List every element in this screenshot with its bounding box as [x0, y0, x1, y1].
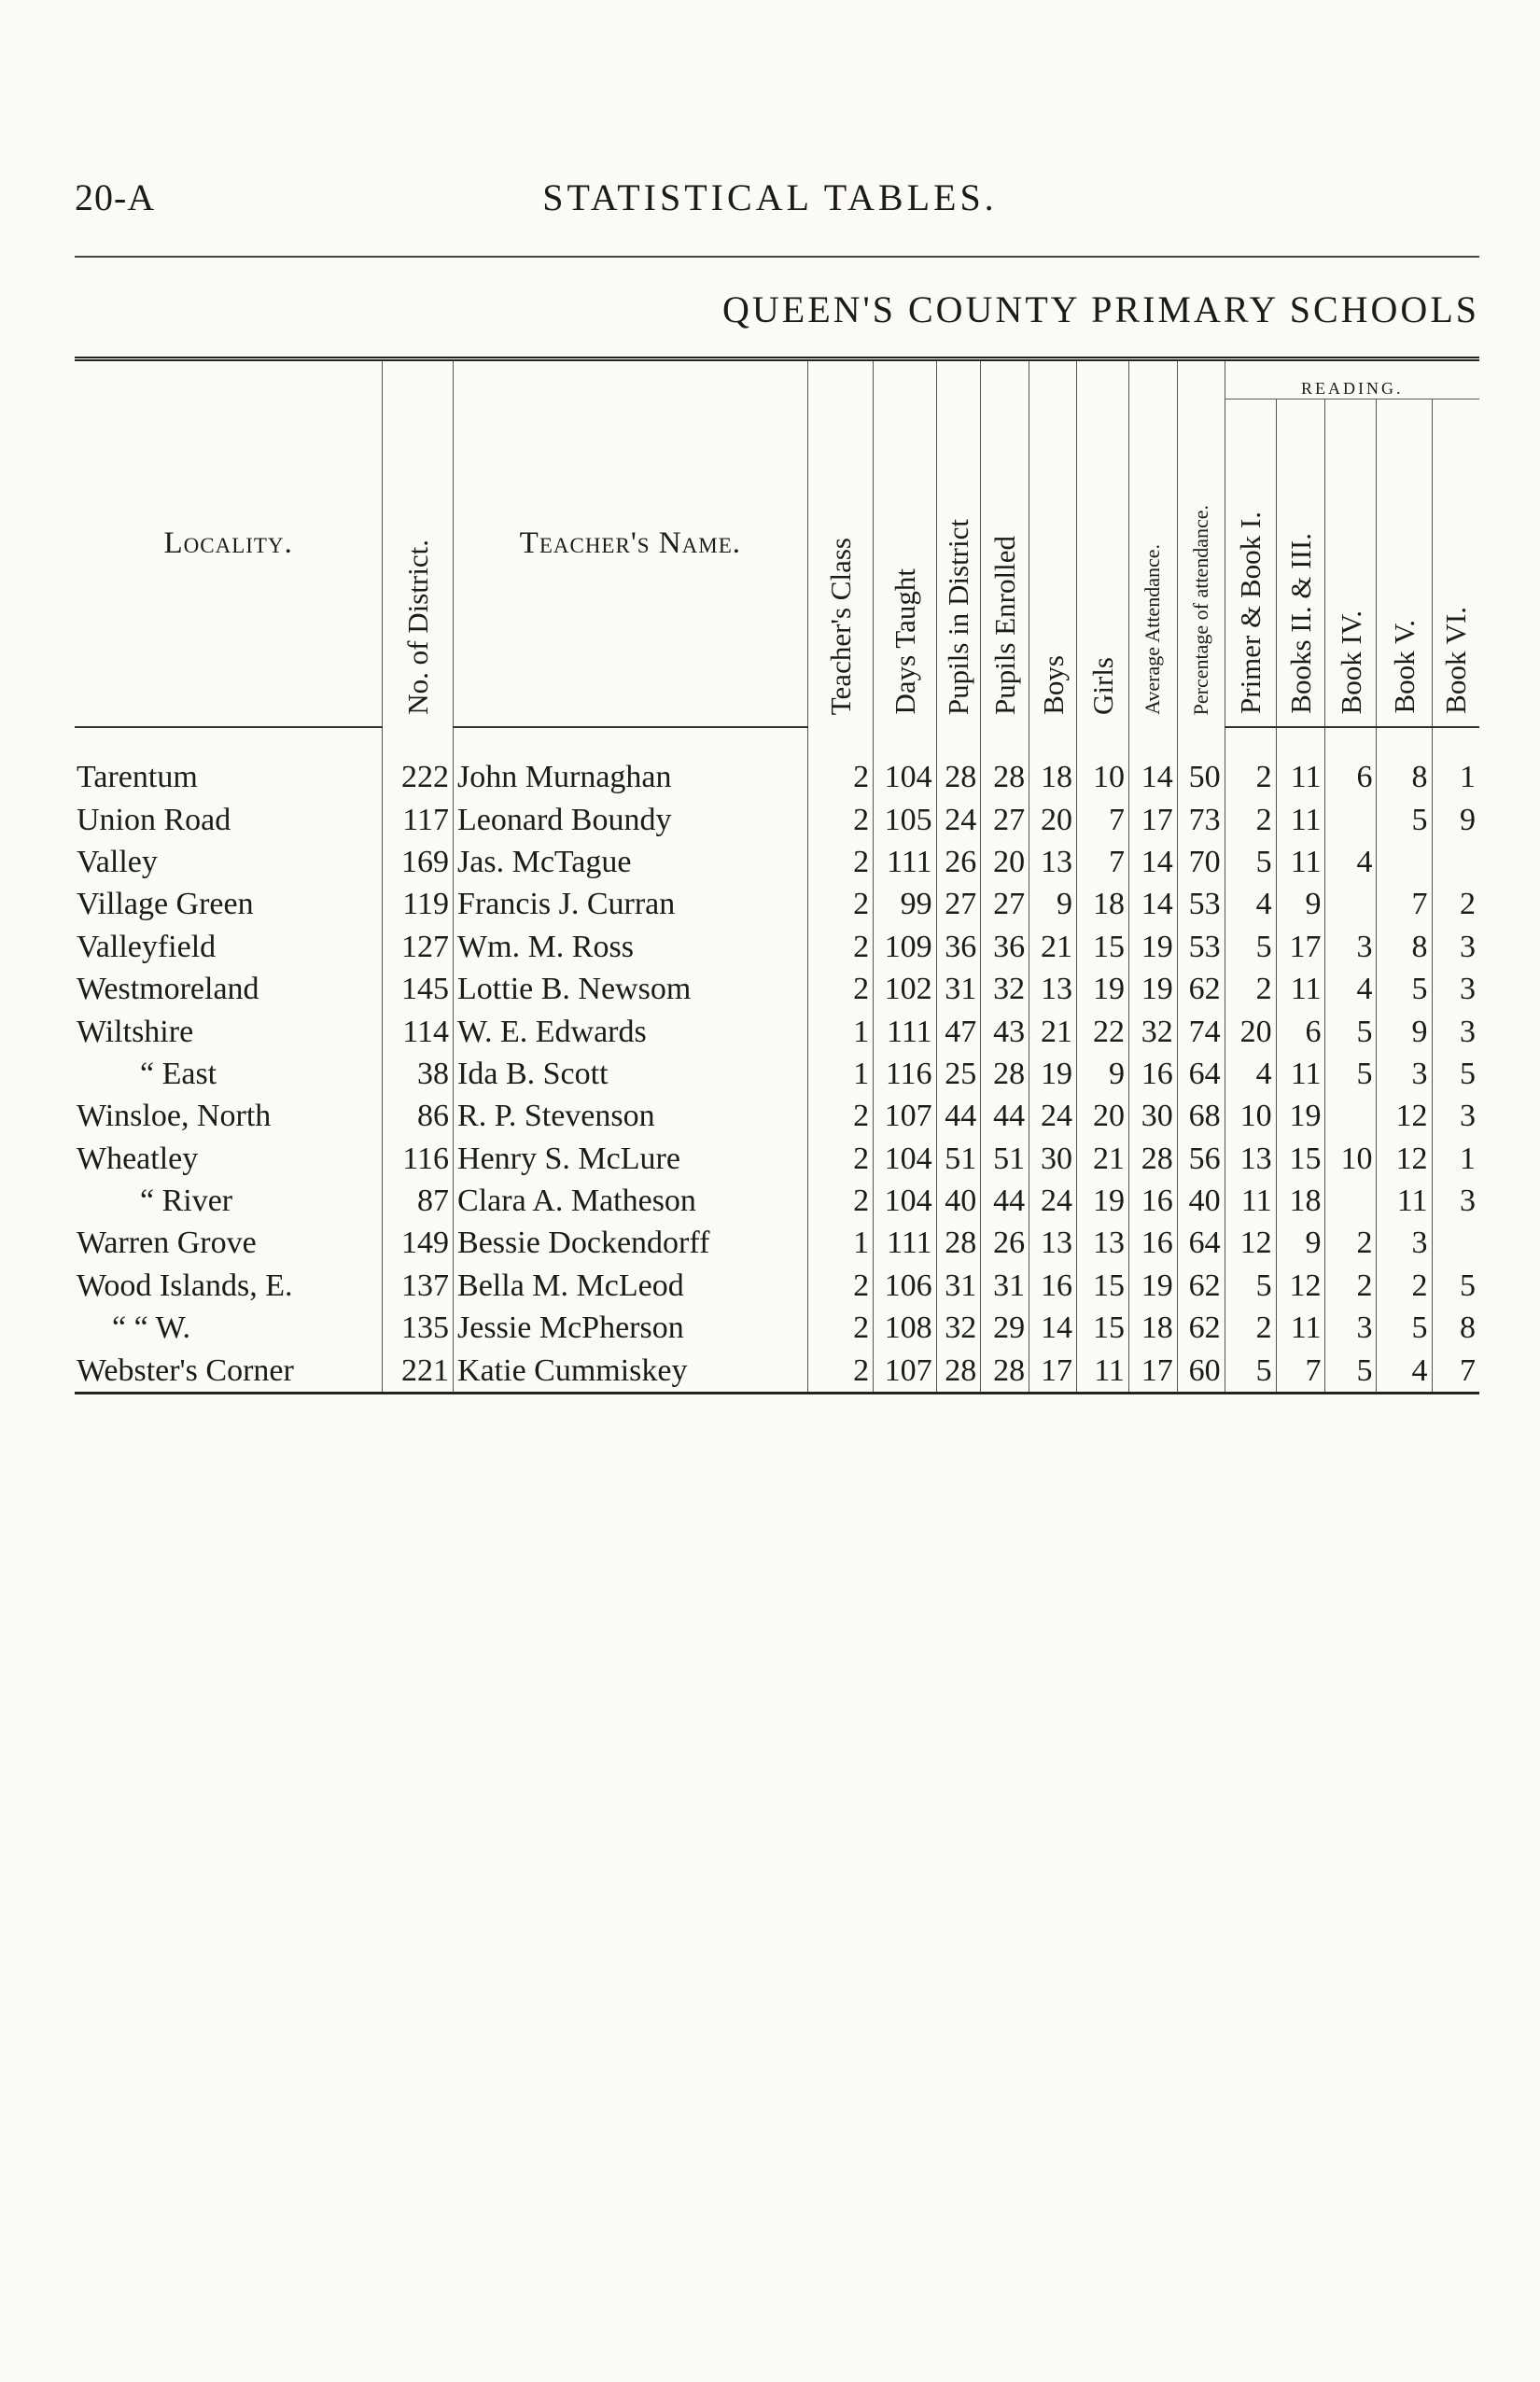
district-cell: 135 [383, 1307, 454, 1349]
table-row [75, 1265, 1479, 1307]
district-cell: 114 [383, 1010, 454, 1052]
book-vi-cell: 3 [1432, 1095, 1479, 1137]
teachers-class-cell: 1 [807, 1222, 874, 1264]
teacher-cell: Wm. M. Ross [454, 926, 808, 968]
header-girls: Girls [1076, 359, 1128, 728]
teacher-cell: John Murnaghan [454, 727, 808, 798]
table-row [75, 1349, 1479, 1393]
table-row [75, 1307, 1479, 1349]
book-v-cell [1377, 841, 1432, 883]
locality-cell: Tarentum [77, 760, 198, 795]
book-iv-cell [1325, 1095, 1377, 1137]
book-vi-cell [1432, 1222, 1479, 1264]
pupils-in-district-cell: 28 [936, 1222, 981, 1264]
boys-cell: 21 [1029, 926, 1077, 968]
primer-book-i-cell: 5 [1225, 841, 1276, 883]
percentage-attendance-cell: 64 [1177, 1053, 1225, 1095]
table-row [75, 1095, 1479, 1137]
average-attendance-cell: 30 [1128, 1095, 1177, 1137]
table-row [75, 1010, 1479, 1052]
teacher-cell: Bessie Dockendorff [454, 1222, 808, 1264]
average-attendance-cell: 14 [1128, 841, 1177, 883]
statistics-table [75, 357, 1479, 1394]
boys-cell: 13 [1029, 1222, 1077, 1264]
header-percentage-attendance: Percentage of attendance. [1177, 359, 1225, 728]
locality-cell: Village Green [77, 887, 254, 922]
header-book-vi: Book VI. [1432, 399, 1479, 728]
pupils-enrolled-cell: 31 [981, 1265, 1029, 1307]
primer-book-i-cell: 5 [1225, 1349, 1276, 1393]
book-iv-cell: 5 [1325, 1053, 1377, 1095]
book-v-cell: 9 [1377, 1010, 1432, 1052]
teacher-cell: Clara A. Matheson [454, 1180, 808, 1222]
girls-cell: 7 [1076, 841, 1128, 883]
primer-book-i-cell: 2 [1225, 727, 1276, 798]
average-attendance-cell: 16 [1128, 1222, 1177, 1264]
boys-cell: 24 [1029, 1095, 1077, 1137]
girls-cell: 20 [1076, 1095, 1128, 1137]
pupils-enrolled-cell: 44 [981, 1180, 1029, 1222]
books-ii-iii-cell: 11 [1276, 798, 1325, 840]
average-attendance-cell: 17 [1128, 798, 1177, 840]
boys-cell: 13 [1029, 968, 1077, 1010]
percentage-attendance-cell: 62 [1177, 1307, 1225, 1349]
district-cell: 222 [383, 727, 454, 798]
book-v-cell: 12 [1377, 1095, 1432, 1137]
book-iv-cell [1325, 798, 1377, 840]
locality-cell: Westmoreland [77, 972, 259, 1007]
locality-cell: Valley [77, 844, 158, 879]
locality-cell: Wood Islands, E. [77, 1268, 293, 1303]
table-row [75, 1053, 1479, 1095]
book-vi-cell: 1 [1432, 727, 1479, 798]
teacher-cell: W. E. Edwards [454, 1010, 808, 1052]
teachers-class-cell: 2 [807, 1180, 874, 1222]
page-number: 20-A [75, 176, 156, 218]
running-title: STATISTICAL TABLES. [542, 176, 998, 218]
boys-cell: 30 [1029, 1138, 1077, 1180]
pupils-in-district-cell: 36 [936, 926, 981, 968]
header-pupils-in-district: Pupils in District [936, 359, 981, 728]
primer-book-i-cell: 2 [1225, 1307, 1276, 1349]
header-pupils-enrolled: Pupils Enrolled [981, 359, 1029, 728]
locality-cell: Warren Grove [77, 1226, 257, 1261]
average-attendance-cell: 14 [1128, 727, 1177, 798]
header-boys: Boys [1029, 359, 1077, 728]
books-ii-iii-cell: 11 [1276, 841, 1325, 883]
boys-cell: 14 [1029, 1307, 1077, 1349]
pupils-enrolled-cell: 28 [981, 1349, 1029, 1393]
teacher-cell: Bella M. McLeod [454, 1265, 808, 1307]
teacher-cell: Katie Cummiskey [454, 1349, 808, 1393]
district-cell: 117 [383, 798, 454, 840]
table-body [75, 727, 1479, 1393]
teachers-class-cell: 2 [807, 727, 874, 798]
teachers-class-cell: 1 [807, 1053, 874, 1095]
average-attendance-cell: 16 [1128, 1180, 1177, 1222]
days-taught-cell: 104 [874, 727, 936, 798]
boys-cell: 9 [1029, 883, 1077, 925]
percentage-attendance-cell: 62 [1177, 968, 1225, 1010]
boys-cell: 17 [1029, 1349, 1077, 1393]
teacher-cell: Ida B. Scott [454, 1053, 808, 1095]
percentage-attendance-cell: 53 [1177, 883, 1225, 925]
book-iv-cell: 4 [1325, 968, 1377, 1010]
book-v-cell: 11 [1377, 1180, 1432, 1222]
book-iv-cell [1325, 883, 1377, 925]
locality-cell: Webster's Corner [75, 1349, 383, 1393]
pupils-enrolled-cell: 51 [981, 1138, 1029, 1180]
pupils-enrolled-cell: 29 [981, 1307, 1029, 1349]
books-ii-iii-cell: 11 [1276, 727, 1325, 798]
district-cell: 221 [383, 1349, 454, 1393]
table-row [75, 968, 1479, 1010]
percentage-attendance-cell: 53 [1177, 926, 1225, 968]
girls-cell: 19 [1076, 968, 1128, 1010]
header-book-v: Book V. [1377, 399, 1432, 728]
average-attendance-cell: 14 [1128, 883, 1177, 925]
pupils-enrolled-cell: 28 [981, 1053, 1029, 1095]
locality-cell: Wheatley [77, 1141, 199, 1176]
teachers-class-cell: 2 [807, 1307, 874, 1349]
book-vi-cell: 8 [1432, 1307, 1479, 1349]
book-v-cell: 4 [1377, 1349, 1432, 1393]
teacher-cell: Lottie B. Newsom [454, 968, 808, 1010]
primer-book-i-cell: 10 [1225, 1095, 1276, 1137]
boys-cell: 16 [1029, 1265, 1077, 1307]
locality-cell: Winsloe, North [77, 1099, 272, 1134]
book-iv-cell: 10 [1325, 1138, 1377, 1180]
days-taught-cell: 106 [874, 1265, 936, 1307]
primer-book-i-cell: 13 [1225, 1138, 1276, 1180]
pupils-enrolled-cell: 27 [981, 883, 1029, 925]
days-taught-cell: 111 [874, 1010, 936, 1052]
locality-cell: Union Road [77, 802, 231, 837]
pupils-in-district-cell: 31 [936, 968, 981, 1010]
books-ii-iii-cell: 11 [1276, 1307, 1325, 1349]
average-attendance-cell: 32 [1128, 1010, 1177, 1052]
days-taught-cell: 111 [874, 841, 936, 883]
header-rule [75, 256, 1479, 258]
teachers-class-cell: 2 [807, 883, 874, 925]
locality-cell: Valleyfield [77, 929, 217, 964]
teacher-cell: R. P. Stevenson [454, 1095, 808, 1137]
percentage-attendance-cell: 64 [1177, 1222, 1225, 1264]
books-ii-iii-cell: 11 [1276, 1053, 1325, 1095]
girls-cell: 13 [1076, 1222, 1128, 1264]
girls-cell: 10 [1076, 727, 1128, 798]
book-v-cell: 8 [1377, 727, 1432, 798]
header-locality: Locality. [75, 359, 383, 728]
district-cell: 145 [383, 968, 454, 1010]
pupils-in-district-cell: 31 [936, 1265, 981, 1307]
pupils-enrolled-cell: 44 [981, 1095, 1029, 1137]
average-attendance-cell: 16 [1128, 1053, 1177, 1095]
district-cell: 87 [383, 1180, 454, 1222]
book-iv-cell: 5 [1325, 1349, 1377, 1393]
average-attendance-cell: 17 [1128, 1349, 1177, 1393]
book-v-cell: 7 [1377, 883, 1432, 925]
primer-book-i-cell: 20 [1225, 1010, 1276, 1052]
books-ii-iii-cell: 18 [1276, 1180, 1325, 1222]
book-vi-cell [1432, 841, 1479, 883]
primer-book-i-cell: 2 [1225, 798, 1276, 840]
pupils-in-district-cell: 28 [936, 1349, 981, 1393]
days-taught-cell: 107 [874, 1095, 936, 1137]
girls-cell: 21 [1076, 1138, 1128, 1180]
teachers-class-cell: 2 [807, 968, 874, 1010]
teachers-class-cell: 2 [807, 1349, 874, 1393]
percentage-attendance-cell: 68 [1177, 1095, 1225, 1137]
book-iv-cell: 5 [1325, 1010, 1377, 1052]
girls-cell: 18 [1076, 883, 1128, 925]
locality-cell: “ “ W. [112, 1310, 191, 1346]
books-ii-iii-cell: 6 [1276, 1010, 1325, 1052]
boys-cell: 13 [1029, 841, 1077, 883]
days-taught-cell: 116 [874, 1053, 936, 1095]
teachers-class-cell: 2 [807, 1095, 874, 1137]
table-row [75, 1138, 1479, 1180]
primer-book-i-cell: 4 [1225, 883, 1276, 925]
days-taught-cell: 108 [874, 1307, 936, 1349]
teacher-cell: Leonard Boundy [454, 798, 808, 840]
girls-cell: 22 [1076, 1010, 1128, 1052]
header-primer-book-i: Primer & Book I. [1225, 399, 1276, 728]
percentage-attendance-cell: 56 [1177, 1138, 1225, 1180]
book-iv-cell: 4 [1325, 841, 1377, 883]
average-attendance-cell: 28 [1128, 1138, 1177, 1180]
teachers-class-cell: 2 [807, 1138, 874, 1180]
table-row [75, 841, 1479, 883]
days-taught-cell: 105 [874, 798, 936, 840]
percentage-attendance-cell: 70 [1177, 841, 1225, 883]
book-iv-cell: 2 [1325, 1265, 1377, 1307]
header-books-ii-iii: Books II. & III. [1276, 399, 1325, 728]
pupils-enrolled-cell: 28 [981, 727, 1029, 798]
percentage-attendance-cell: 74 [1177, 1010, 1225, 1052]
header-district: No. of District. [383, 359, 454, 728]
header-book-iv: Book IV. [1325, 399, 1377, 728]
book-vi-cell: 3 [1432, 1180, 1479, 1222]
pupils-in-district-cell: 44 [936, 1095, 981, 1137]
pupils-in-district-cell: 26 [936, 841, 981, 883]
book-v-cell: 12 [1377, 1138, 1432, 1180]
days-taught-cell: 104 [874, 1138, 936, 1180]
girls-cell: 19 [1076, 1180, 1128, 1222]
books-ii-iii-cell: 12 [1276, 1265, 1325, 1307]
book-vi-cell: 3 [1432, 926, 1479, 968]
book-v-cell: 2 [1377, 1265, 1432, 1307]
book-v-cell: 3 [1377, 1053, 1432, 1095]
locality-cell: “ River [140, 1184, 233, 1219]
books-ii-iii-cell: 9 [1276, 883, 1325, 925]
books-ii-iii-cell: 11 [1276, 968, 1325, 1010]
pupils-in-district-cell: 47 [936, 1010, 981, 1052]
book-vi-cell: 3 [1432, 1010, 1479, 1052]
percentage-attendance-cell: 73 [1177, 798, 1225, 840]
boys-cell: 20 [1029, 798, 1077, 840]
book-v-cell: 5 [1377, 968, 1432, 1010]
district-cell: 169 [383, 841, 454, 883]
teacher-cell: Henry S. McLure [454, 1138, 808, 1180]
pupils-enrolled-cell: 36 [981, 926, 1029, 968]
average-attendance-cell: 19 [1128, 1265, 1177, 1307]
books-ii-iii-cell: 19 [1276, 1095, 1325, 1137]
book-vi-cell: 7 [1432, 1349, 1479, 1393]
percentage-attendance-cell: 50 [1177, 727, 1225, 798]
primer-book-i-cell: 2 [1225, 968, 1276, 1010]
pupils-in-district-cell: 40 [936, 1180, 981, 1222]
teachers-class-cell: 2 [807, 1265, 874, 1307]
days-taught-cell: 102 [874, 968, 936, 1010]
teachers-class-cell: 1 [807, 1010, 874, 1052]
pupils-in-district-cell: 51 [936, 1138, 981, 1180]
pupils-enrolled-cell: 26 [981, 1222, 1029, 1264]
teacher-cell: Jessie McPherson [454, 1307, 808, 1349]
pupils-in-district-cell: 24 [936, 798, 981, 840]
district-cell: 119 [383, 883, 454, 925]
header-average-attendance: Average Attendance. [1128, 359, 1177, 728]
days-taught-cell: 104 [874, 1180, 936, 1222]
primer-book-i-cell: 4 [1225, 1053, 1276, 1095]
district-cell: 38 [383, 1053, 454, 1095]
book-v-cell: 3 [1377, 1222, 1432, 1264]
district-cell: 149 [383, 1222, 454, 1264]
average-attendance-cell: 18 [1128, 1307, 1177, 1349]
percentage-attendance-cell: 62 [1177, 1265, 1225, 1307]
book-iv-cell [1325, 1180, 1377, 1222]
books-ii-iii-cell: 9 [1276, 1222, 1325, 1264]
table-row [75, 798, 1479, 840]
pupils-enrolled-cell: 43 [981, 1010, 1029, 1052]
header-reading: READING. [1225, 359, 1479, 399]
book-iv-cell: 2 [1325, 1222, 1377, 1264]
days-taught-cell: 111 [874, 1222, 936, 1264]
primer-book-i-cell: 5 [1225, 926, 1276, 968]
percentage-attendance-cell: 60 [1177, 1349, 1225, 1393]
primer-book-i-cell: 5 [1225, 1265, 1276, 1307]
books-ii-iii-cell: 7 [1276, 1349, 1325, 1393]
book-iv-cell: 3 [1325, 926, 1377, 968]
book-v-cell: 8 [1377, 926, 1432, 968]
table-row [75, 727, 1479, 798]
district-cell: 86 [383, 1095, 454, 1137]
average-attendance-cell: 19 [1128, 926, 1177, 968]
locality-cell: “ East [140, 1056, 217, 1091]
district-cell: 116 [383, 1138, 454, 1180]
girls-cell: 15 [1076, 926, 1128, 968]
primer-book-i-cell: 11 [1225, 1180, 1276, 1222]
book-iv-cell: 6 [1325, 727, 1377, 798]
boys-cell: 24 [1029, 1180, 1077, 1222]
girls-cell: 11 [1076, 1349, 1128, 1393]
book-vi-cell: 2 [1432, 883, 1479, 925]
pupils-enrolled-cell: 32 [981, 968, 1029, 1010]
books-ii-iii-cell: 17 [1276, 926, 1325, 968]
table-row [75, 1180, 1479, 1222]
table-row [75, 883, 1479, 925]
header-days-taught: Days Taught [874, 359, 936, 728]
book-v-cell: 5 [1377, 798, 1432, 840]
header-teacher: Teacher's Name. [454, 359, 808, 728]
table-subtitle: QUEEN'S COUNTY PRIMARY SCHOOLS [722, 288, 1479, 330]
teacher-cell: Jas. McTague [454, 841, 808, 883]
table-row [75, 1222, 1479, 1264]
teacher-cell: Francis J. Curran [454, 883, 808, 925]
book-v-cell: 5 [1377, 1307, 1432, 1349]
pupils-enrolled-cell: 20 [981, 841, 1029, 883]
pupils-in-district-cell: 32 [936, 1307, 981, 1349]
book-vi-cell: 3 [1432, 968, 1479, 1010]
days-taught-cell: 107 [874, 1349, 936, 1393]
boys-cell: 18 [1029, 727, 1077, 798]
girls-cell: 7 [1076, 798, 1128, 840]
book-vi-cell: 5 [1432, 1265, 1479, 1307]
primer-book-i-cell: 12 [1225, 1222, 1276, 1264]
header-teachers-class: Teacher's Class [807, 359, 874, 728]
average-attendance-cell: 19 [1128, 968, 1177, 1010]
pupils-enrolled-cell: 27 [981, 798, 1029, 840]
boys-cell: 21 [1029, 1010, 1077, 1052]
book-iv-cell: 3 [1325, 1307, 1377, 1349]
district-cell: 137 [383, 1265, 454, 1307]
boys-cell: 19 [1029, 1053, 1077, 1095]
pupils-in-district-cell: 27 [936, 883, 981, 925]
locality-cell: Wiltshire [77, 1014, 194, 1049]
book-vi-cell: 1 [1432, 1138, 1479, 1180]
teachers-class-cell: 2 [807, 926, 874, 968]
pupils-in-district-cell: 28 [936, 727, 981, 798]
girls-cell: 15 [1076, 1307, 1128, 1349]
pupils-in-district-cell: 25 [936, 1053, 981, 1095]
book-vi-cell: 5 [1432, 1053, 1479, 1095]
girls-cell: 9 [1076, 1053, 1128, 1095]
days-taught-cell: 99 [874, 883, 936, 925]
table-row [75, 926, 1479, 968]
teachers-class-cell: 2 [807, 798, 874, 840]
girls-cell: 15 [1076, 1265, 1128, 1307]
district-cell: 127 [383, 926, 454, 968]
percentage-attendance-cell: 40 [1177, 1180, 1225, 1222]
books-ii-iii-cell: 15 [1276, 1138, 1325, 1180]
teachers-class-cell: 2 [807, 841, 874, 883]
days-taught-cell: 109 [874, 926, 936, 968]
book-vi-cell: 9 [1432, 798, 1479, 840]
